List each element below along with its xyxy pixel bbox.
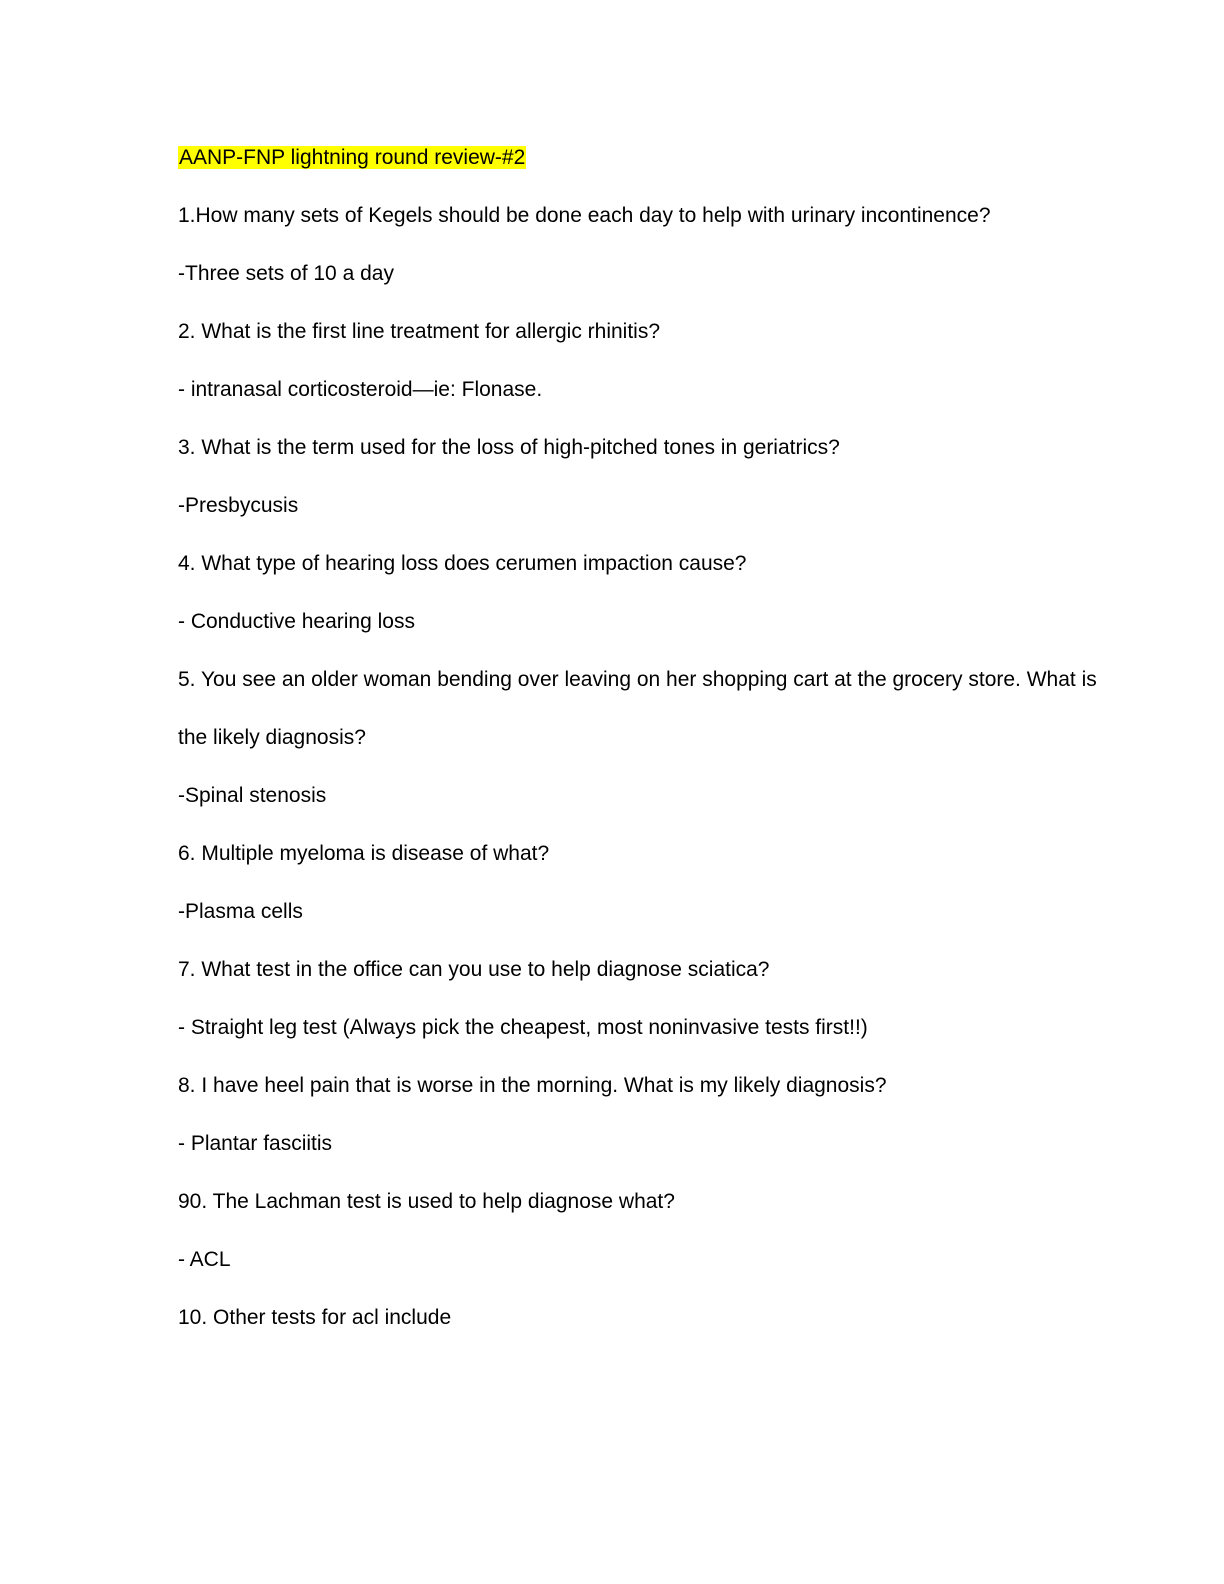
document-title-line xyxy=(178,138,1168,196)
answer-1: -Three sets of 10 a day xyxy=(178,262,394,285)
question-8: 8. I have heel pain that is worse in the morning. What is my likely diagnosis? xyxy=(178,1074,887,1097)
question-10: 10. Other tests for acl include xyxy=(178,1306,452,1329)
question-2: 2. What is the first line treatment for allergic rhinitis? xyxy=(178,320,661,343)
answer-8: - Plantar fasciitis xyxy=(178,1132,333,1155)
question-5: 5. You see an older woman bending over leaving on her shopping cart at the grocery store. What is xyxy=(178,668,1097,691)
question-3: 3. What is the term used for the loss of high-pitched tones in geriatrics? xyxy=(178,436,840,459)
answer-6: -Plasma cells xyxy=(178,900,303,923)
question-7: 7. What test in the office can you use to help diagnose sciatica? xyxy=(178,958,770,981)
answer-7: - Straight leg test (Always pick the cheapest, most noninvasive tests first!!) xyxy=(178,1016,868,1039)
answer-2: - intranasal corticosteroid—ie: Flonase. xyxy=(178,378,543,401)
document-title: AANP-FNP lightning round review-#2 xyxy=(179,146,526,169)
question-1: 1.How many sets of Kegels should be done each day to help with urinary incontinence? xyxy=(178,204,991,227)
answer-3: -Presbycusis xyxy=(178,494,299,517)
question-5-continued: the likely diagnosis? xyxy=(178,726,366,749)
answer-5: -Spinal stenosis xyxy=(178,784,327,807)
question-6: 6. Multiple myeloma is disease of what? xyxy=(178,842,550,865)
document-body xyxy=(178,138,1168,1356)
question-4: 4. What type of hearing loss does cerumen impaction cause? xyxy=(178,552,747,575)
answer-4: - Conductive hearing loss xyxy=(178,610,415,633)
answer-9: - ACL xyxy=(178,1248,231,1271)
question-9: 90. The Lachman test is used to help diagnose what? xyxy=(178,1190,675,1213)
